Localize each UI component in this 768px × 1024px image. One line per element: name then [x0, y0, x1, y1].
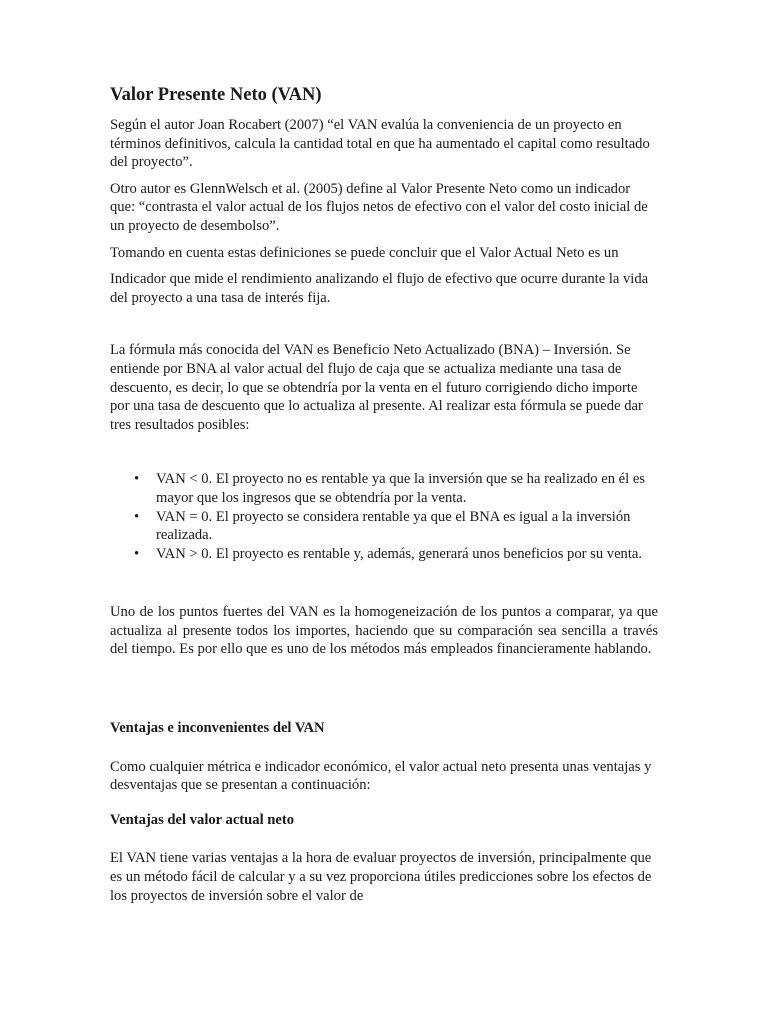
paragraph-metric: Como cualquier métrica e indicador económico, el valor actual neto presenta unas ventajas y desventajas que se presentan a continuación:	[110, 758, 652, 794]
paragraph-formula: La fórmula más conocida del VAN es Beneficio Neto Actualizado (BNA) – Inversión. Se entiende por BNA al valor actual del flujo de caja que se actualiza mediante una tasa de descuento, es decir, lo que se obtendría por la venta en el futuro corrigiendo dicho importe por una tasa de descuento que lo actualiza al presente. Al realizar esta fórmula se puede dar tres resultados posibles:	[110, 342, 643, 433]
list-item	[134, 545, 658, 564]
paragraph-advantages: El VAN tiene varias ventajas a la hora de evaluar proyectos de inversión, principalmente que es un método fácil de calcular y a su vez proporciona útiles predicciones sobre los efectos de los proyectos de inversión sobre el valor de	[110, 850, 652, 904]
document-page	[110, 84, 658, 913]
paragraph-indicator: Indicador que mide el rendimiento analizando el flujo de efectivo que ocurre durante la vida del proyecto a una tasa de interés fija.	[110, 271, 649, 306]
paragraph-strengths: Uno de los puntos fuertes del VAN es la homogeneización de los puntos a comparar, ya que actualiza al presente todos los importes, haciendo que su comparación sea sencilla a través del tiempo. Es por ello que es uno de los métodos más empleados financieramente hablando.	[110, 604, 658, 658]
bullet-icon: •	[134, 508, 140, 525]
list-item	[134, 470, 658, 507]
paragraph-welsch: Otro autor es GlennWelsch et al. (2005) define al Valor Presente Neto como un indicador que: “contrasta el valor actual de los flujos netos de efectivo con el valor del costo inicial de un proyecto de desembolso”.	[110, 180, 648, 234]
bullet-icon: •	[134, 545, 140, 562]
page-title: Valor Presente Neto (VAN)	[110, 85, 322, 105]
list-item-text: VAN < 0. El proyecto no es rentable ya que la inversión que se ha realizado en él es mayor que los ingresos que se obtendría por la venta.	[156, 471, 645, 506]
list-item	[134, 508, 658, 545]
results-list	[110, 470, 658, 563]
section-heading-advantages-disadvantages: Ventajas e inconvenientes del VAN	[110, 720, 325, 737]
list-item-text: VAN = 0. El proyecto se considera rentable ya que el BNA es igual a la inversión realizada.	[156, 508, 631, 544]
paragraph-rocabert: Según el autor Joan Rocabert (2007) “el VAN evalúa la conveniencia de un proyecto en términos definitivos, calcula la cantidad total en que ha aumentado el capital como resultado del proyecto”.	[110, 117, 650, 171]
section-heading-advantages: Ventajas del valor actual neto	[110, 811, 295, 828]
bullet-icon: •	[134, 471, 140, 488]
list-item-text: VAN > 0. El proyecto es rentable y, además, generará unos beneficios por su venta.	[156, 545, 643, 562]
paragraph-conclusion: Tomando en cuenta estas definiciones se puede concluir que el Valor Actual Neto es un	[110, 244, 619, 261]
